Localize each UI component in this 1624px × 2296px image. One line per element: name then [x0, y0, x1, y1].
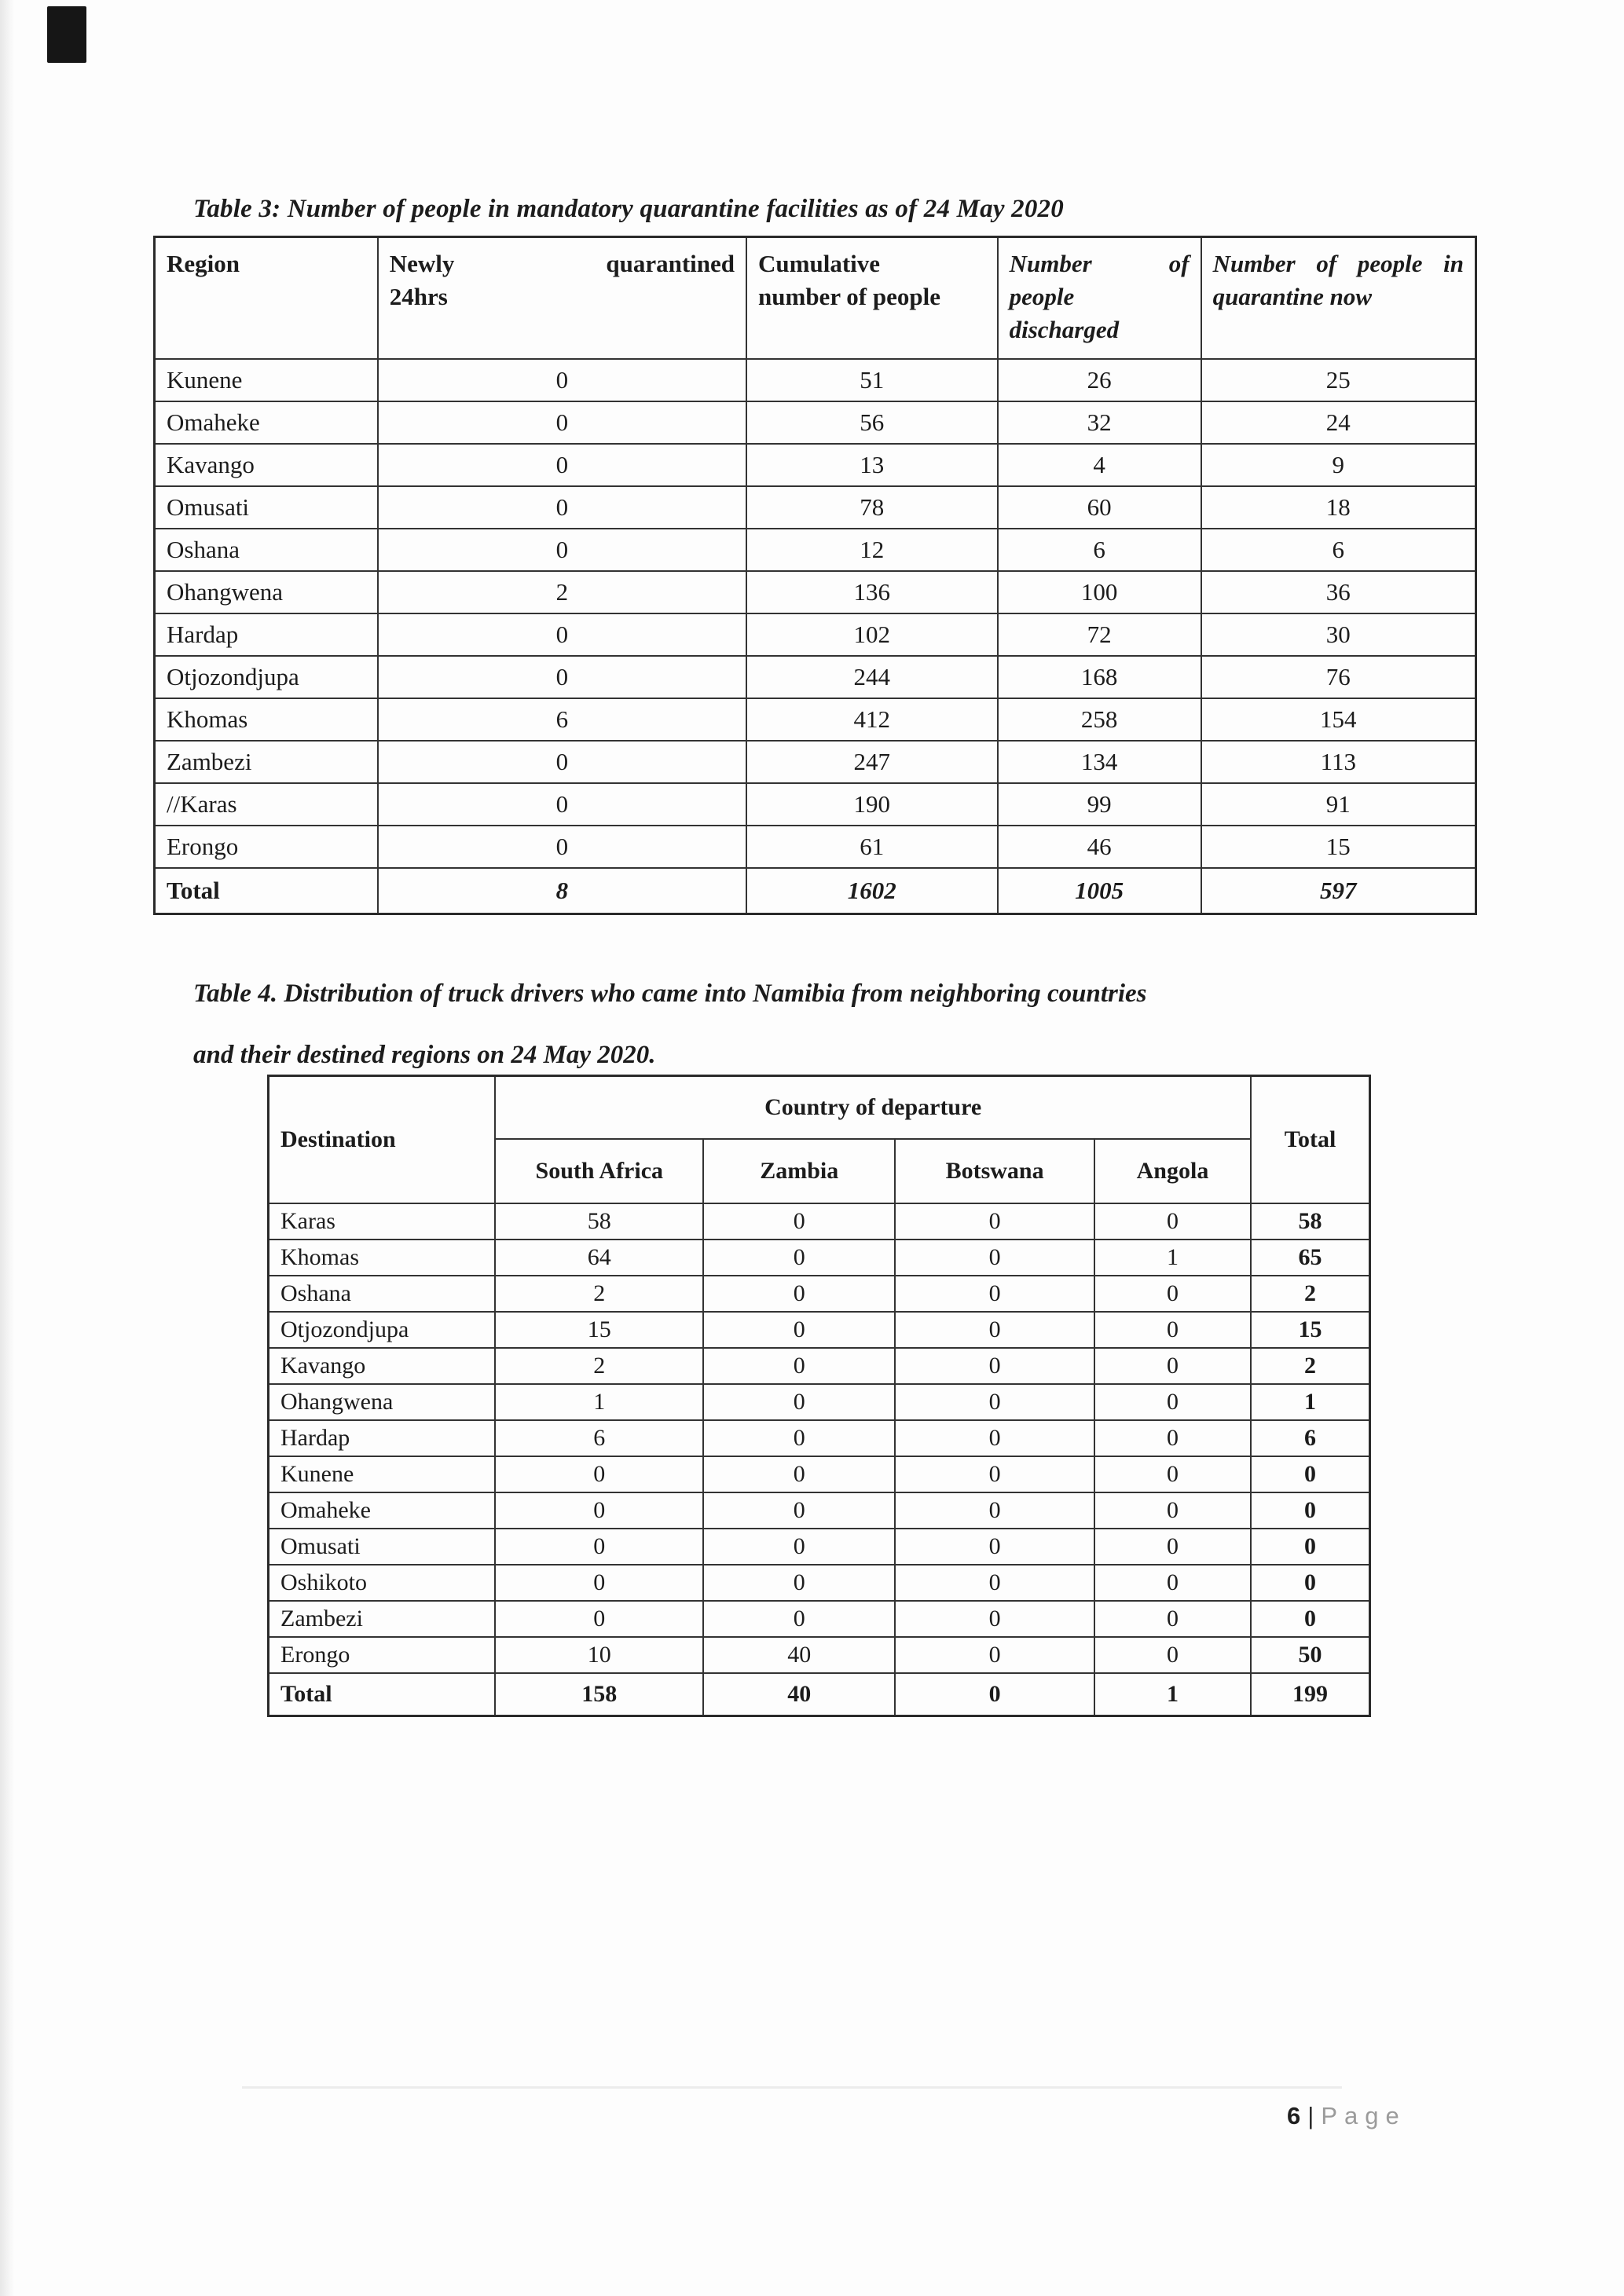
col-header-cumulative	[746, 237, 998, 359]
value-cell: 0	[1094, 1529, 1251, 1565]
value-cell: 0	[495, 1492, 703, 1529]
col-header-botswana: Botswana	[895, 1139, 1094, 1203]
value-cell: 30	[1201, 613, 1476, 656]
value-cell: 412	[746, 698, 998, 741]
value-cell: 58	[1251, 1203, 1369, 1240]
table4-row	[269, 1601, 1370, 1637]
region-cell: Kunene	[269, 1456, 496, 1492]
table4-row	[269, 1529, 1370, 1565]
table4-row	[269, 1384, 1370, 1420]
value-cell: 0	[378, 741, 746, 783]
value-cell: 6	[1201, 529, 1476, 571]
value-cell: 0	[895, 1456, 1094, 1492]
value-cell: 154	[1201, 698, 1476, 741]
truck-drivers-table	[267, 1075, 1371, 1717]
col-header-region	[155, 237, 378, 359]
value-cell: 0	[895, 1673, 1094, 1716]
value-cell: 6	[495, 1420, 703, 1456]
header-line: Region	[167, 250, 240, 277]
value-cell: 51	[746, 359, 998, 401]
table3-row	[155, 783, 1476, 826]
header-line: Number of	[1009, 250, 1190, 277]
col-header-zambia: Zambia	[703, 1139, 895, 1203]
value-cell: 15	[1201, 826, 1476, 868]
value-cell: 134	[998, 741, 1201, 783]
value-cell: 24	[1201, 401, 1476, 444]
table3-title: Table 3: Number of people in mandatory quarantine facilities as of 24 May 2020	[193, 195, 1064, 223]
footer-page-number: 6	[1287, 2102, 1301, 2129]
value-cell: 58	[495, 1203, 703, 1240]
value-cell: 0	[895, 1492, 1094, 1529]
value-cell: 0	[1251, 1529, 1369, 1565]
footer-divider: |	[1307, 2102, 1314, 2129]
value-cell: 76	[1201, 656, 1476, 698]
value-cell: 102	[746, 613, 998, 656]
value-cell: 1	[1094, 1673, 1251, 1716]
value-cell: 0	[1094, 1203, 1251, 1240]
value-cell: 61	[746, 826, 998, 868]
table4-row	[269, 1312, 1370, 1348]
value-cell: 0	[703, 1312, 895, 1348]
value-cell: 0	[895, 1312, 1094, 1348]
col-header-discharged	[998, 237, 1201, 359]
value-cell: 0	[1251, 1492, 1369, 1529]
page-footer	[1287, 2102, 1406, 2130]
header-line: Cumulative	[758, 250, 881, 277]
region-cell: Kavango	[155, 444, 378, 486]
value-cell: 0	[895, 1203, 1094, 1240]
value-cell: 40	[703, 1637, 895, 1673]
table3-row	[155, 486, 1476, 529]
value-cell: 1	[1094, 1240, 1251, 1276]
region-cell: Ohangwena	[155, 571, 378, 613]
footer-separator-line	[242, 2086, 1342, 2089]
value-cell: 15	[1251, 1312, 1369, 1348]
value-cell: 0	[1094, 1492, 1251, 1529]
table4-row	[269, 1420, 1370, 1456]
value-cell: 0	[1094, 1456, 1251, 1492]
table4-row	[269, 1203, 1370, 1240]
value-cell: 0	[703, 1601, 895, 1637]
value-cell: 1	[1251, 1384, 1369, 1420]
value-cell: 72	[998, 613, 1201, 656]
value-cell: 13	[746, 444, 998, 486]
value-cell: 0	[1094, 1637, 1251, 1673]
value-cell: 100	[998, 571, 1201, 613]
table3-row	[155, 529, 1476, 571]
value-cell: 158	[495, 1673, 703, 1716]
region-cell: Omusati	[269, 1529, 496, 1565]
group-header-country-of-departure: Country of departure	[495, 1076, 1251, 1139]
truck-drivers-table-body	[269, 1203, 1370, 1716]
region-cell: Kavango	[269, 1348, 496, 1384]
value-cell: 26	[998, 359, 1201, 401]
value-cell: 2	[495, 1348, 703, 1384]
region-cell: Ohangwena	[269, 1384, 496, 1420]
value-cell: 64	[495, 1240, 703, 1276]
value-cell: 0	[1094, 1276, 1251, 1312]
value-cell: 0	[703, 1276, 895, 1312]
region-cell: Oshikoto	[269, 1565, 496, 1601]
value-cell: 597	[1201, 868, 1476, 914]
value-cell: 91	[1201, 783, 1476, 826]
value-cell: 0	[1094, 1348, 1251, 1384]
value-cell: 56	[746, 401, 998, 444]
col-header-destination: Destination	[269, 1076, 496, 1203]
value-cell: 0	[1251, 1565, 1369, 1601]
table3-row	[155, 444, 1476, 486]
value-cell: 46	[998, 826, 1201, 868]
header-line: people	[1009, 283, 1075, 310]
region-cell: Total	[269, 1673, 496, 1716]
value-cell: 0	[895, 1420, 1094, 1456]
region-cell: Hardap	[269, 1420, 496, 1456]
region-cell: Hardap	[155, 613, 378, 656]
value-cell: 32	[998, 401, 1201, 444]
quarantine-facilities-table	[153, 236, 1477, 915]
quarantine-table-body	[155, 359, 1476, 914]
table4-row	[269, 1637, 1370, 1673]
region-cell: Khomas	[269, 1240, 496, 1276]
value-cell: 2	[378, 571, 746, 613]
value-cell: 60	[998, 486, 1201, 529]
header-line: Newly quarantined	[389, 250, 735, 277]
table4-row	[269, 1348, 1370, 1384]
value-cell: 0	[895, 1240, 1094, 1276]
table3-total-row	[155, 868, 1476, 914]
table4-row	[269, 1565, 1370, 1601]
table3-row	[155, 741, 1476, 783]
region-cell: Otjozondjupa	[269, 1312, 496, 1348]
region-cell: Zambezi	[269, 1601, 496, 1637]
value-cell: 0	[895, 1529, 1094, 1565]
value-cell: 36	[1201, 571, 1476, 613]
table4-row	[269, 1456, 1370, 1492]
region-cell: Total	[155, 868, 378, 914]
region-cell: Omaheke	[269, 1492, 496, 1529]
value-cell: 0	[1094, 1565, 1251, 1601]
value-cell: 0	[378, 529, 746, 571]
value-cell: 0	[1094, 1384, 1251, 1420]
col-header-angola: Angola	[1094, 1139, 1251, 1203]
value-cell: 0	[378, 783, 746, 826]
value-cell: 25	[1201, 359, 1476, 401]
value-cell: 0	[378, 359, 746, 401]
value-cell: 136	[746, 571, 998, 613]
table3-row	[155, 826, 1476, 868]
value-cell: 15	[495, 1312, 703, 1348]
region-cell: Erongo	[155, 826, 378, 868]
truck-drivers-table-header	[269, 1076, 1370, 1203]
table4-total-row	[269, 1673, 1370, 1716]
table4-row	[269, 1240, 1370, 1276]
value-cell: 6	[998, 529, 1201, 571]
region-cell: Khomas	[155, 698, 378, 741]
value-cell: 12	[746, 529, 998, 571]
value-cell: 78	[746, 486, 998, 529]
table3-row	[155, 698, 1476, 741]
value-cell: 40	[703, 1673, 895, 1716]
footer-page-word: Page	[1321, 2102, 1406, 2129]
value-cell: 0	[703, 1203, 895, 1240]
value-cell: 0	[895, 1637, 1094, 1673]
value-cell: 0	[495, 1456, 703, 1492]
value-cell: 0	[703, 1384, 895, 1420]
value-cell: 0	[703, 1348, 895, 1384]
value-cell: 1005	[998, 868, 1201, 914]
value-cell: 0	[703, 1529, 895, 1565]
table4-title	[193, 963, 1419, 1086]
value-cell: 0	[1094, 1601, 1251, 1637]
value-cell: 0	[378, 613, 746, 656]
value-cell: 0	[378, 826, 746, 868]
value-cell: 1602	[746, 868, 998, 914]
value-cell: 10	[495, 1637, 703, 1673]
value-cell: 0	[703, 1565, 895, 1601]
col-header-in-quarantine-now	[1201, 237, 1476, 359]
region-cell: Karas	[269, 1203, 496, 1240]
header-line: Number of people in	[1212, 250, 1464, 277]
value-cell: 6	[1251, 1420, 1369, 1456]
col-header-newly-quarantined	[378, 237, 746, 359]
value-cell: 190	[746, 783, 998, 826]
table3-row	[155, 359, 1476, 401]
value-cell: 1	[495, 1384, 703, 1420]
scan-artifact-mark	[47, 6, 86, 63]
value-cell: 244	[746, 656, 998, 698]
header-line: discharged	[1009, 316, 1120, 343]
value-cell: 258	[998, 698, 1201, 741]
value-cell: 2	[495, 1276, 703, 1312]
quarantine-table-header	[155, 237, 1476, 359]
value-cell: 0	[1094, 1312, 1251, 1348]
value-cell: 9	[1201, 444, 1476, 486]
value-cell: 0	[895, 1565, 1094, 1601]
col-header-south-africa: South Africa	[495, 1139, 703, 1203]
table3-row	[155, 656, 1476, 698]
header-line: 24hrs	[389, 283, 448, 310]
value-cell: 6	[378, 698, 746, 741]
table4-title-line1: Table 4. Distribution of truck drivers who came into Namibia from neighboring countries	[193, 980, 1147, 1008]
value-cell: 2	[1251, 1276, 1369, 1312]
region-cell: Otjozondjupa	[155, 656, 378, 698]
value-cell: 0	[895, 1276, 1094, 1312]
table4-row	[269, 1492, 1370, 1529]
value-cell: 0	[378, 444, 746, 486]
col-header-total: Total	[1251, 1076, 1369, 1203]
region-cell: Oshana	[269, 1276, 496, 1312]
header-line: number of people	[758, 283, 940, 310]
value-cell: 0	[895, 1601, 1094, 1637]
value-cell: 4	[998, 444, 1201, 486]
header-line: quarantine now	[1212, 283, 1373, 310]
value-cell: 0	[895, 1384, 1094, 1420]
value-cell: 247	[746, 741, 998, 783]
value-cell: 18	[1201, 486, 1476, 529]
table4-row	[269, 1276, 1370, 1312]
region-cell: Omusati	[155, 486, 378, 529]
value-cell: 0	[378, 486, 746, 529]
region-cell: //Karas	[155, 783, 378, 826]
value-cell: 0	[703, 1420, 895, 1456]
value-cell: 0	[703, 1492, 895, 1529]
value-cell: 0	[378, 401, 746, 444]
value-cell: 113	[1201, 741, 1476, 783]
value-cell: 0	[895, 1348, 1094, 1384]
value-cell: 8	[378, 868, 746, 914]
region-cell: Erongo	[269, 1637, 496, 1673]
value-cell: 0	[1094, 1420, 1251, 1456]
value-cell: 50	[1251, 1637, 1369, 1673]
value-cell: 0	[703, 1456, 895, 1492]
value-cell: 0	[495, 1529, 703, 1565]
table3-row	[155, 571, 1476, 613]
value-cell: 0	[1251, 1456, 1369, 1492]
table3-row	[155, 613, 1476, 656]
scan-edge-shading	[0, 0, 14, 2296]
region-cell: Kunene	[155, 359, 378, 401]
value-cell: 2	[1251, 1348, 1369, 1384]
value-cell: 199	[1251, 1673, 1369, 1716]
value-cell: 99	[998, 783, 1201, 826]
table4-title-line2: and their destined regions on 24 May 2020.	[193, 1041, 656, 1069]
value-cell: 0	[703, 1240, 895, 1276]
value-cell: 0	[378, 656, 746, 698]
value-cell: 65	[1251, 1240, 1369, 1276]
value-cell: 0	[495, 1601, 703, 1637]
region-cell: Zambezi	[155, 741, 378, 783]
region-cell: Oshana	[155, 529, 378, 571]
region-cell: Omaheke	[155, 401, 378, 444]
table3-row	[155, 401, 1476, 444]
value-cell: 0	[1251, 1601, 1369, 1637]
value-cell: 168	[998, 656, 1201, 698]
value-cell: 0	[495, 1565, 703, 1601]
